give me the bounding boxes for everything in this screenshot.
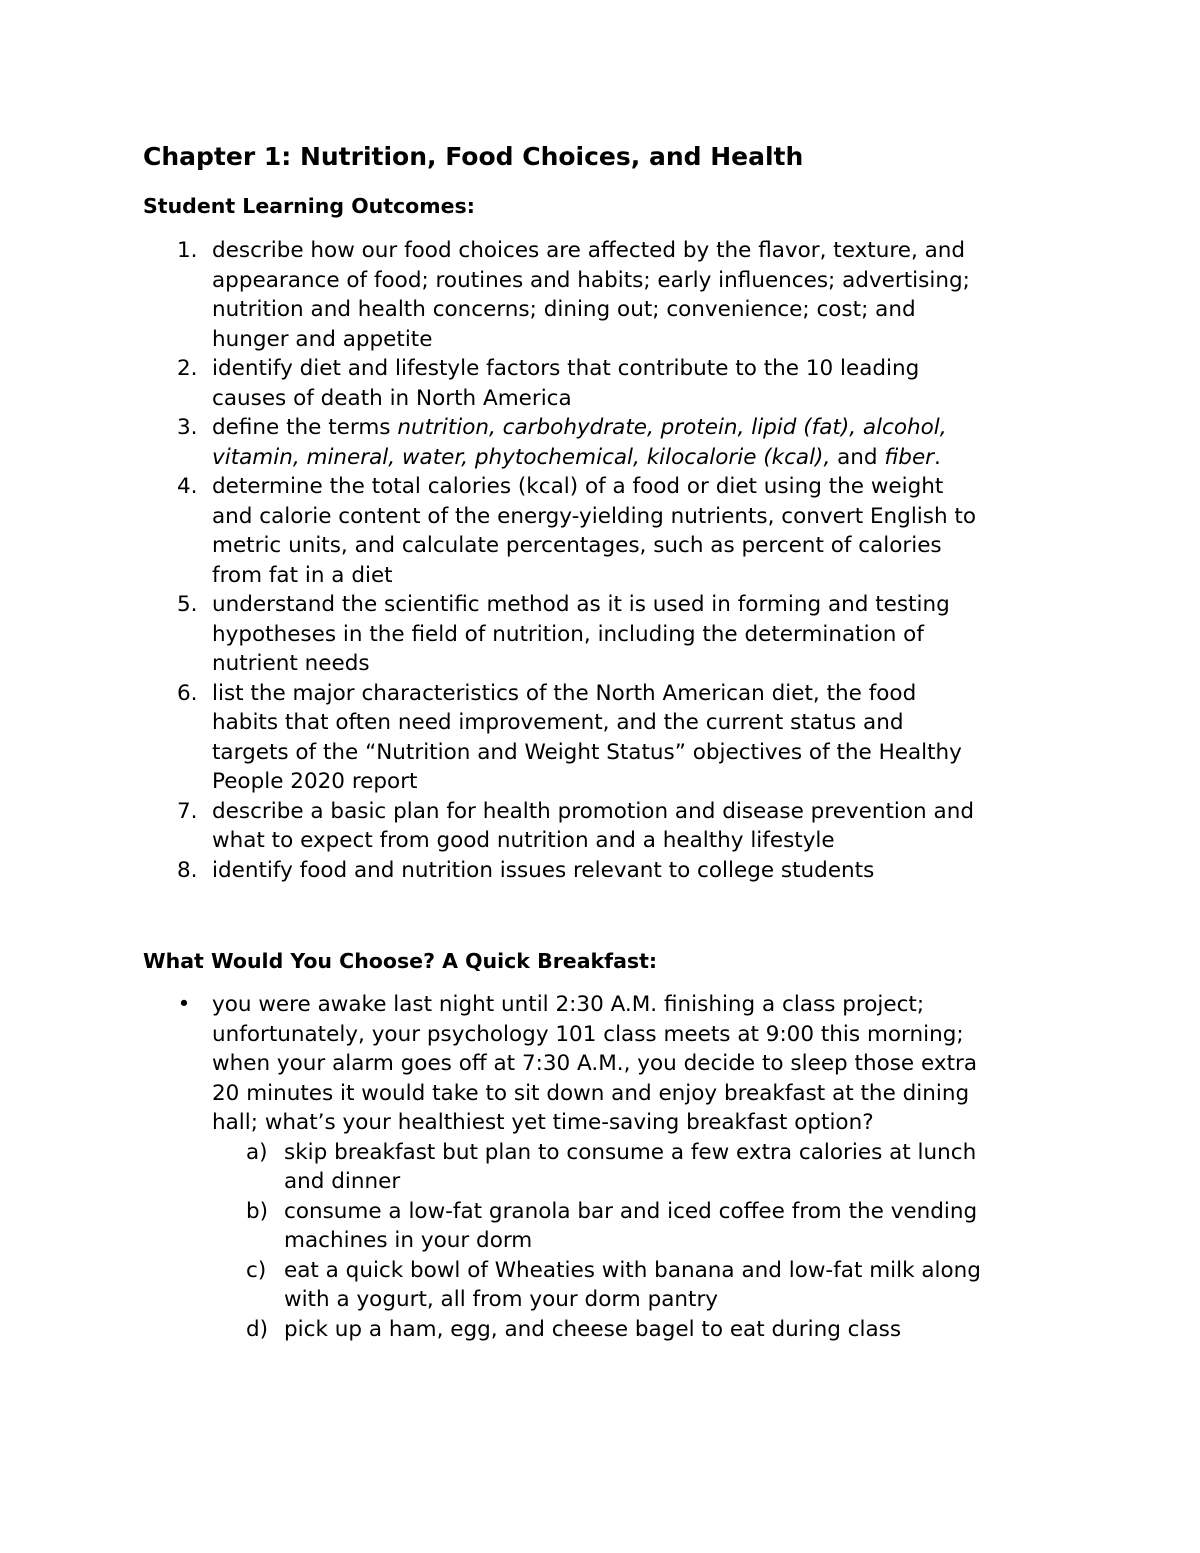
outcome-line: nutrition and health concerns; dining out; convenience; cost; and: [212, 297, 916, 322]
outcome-line: nutrient needs: [212, 651, 370, 676]
option-a: [212, 1138, 1073, 1197]
outcome-number: 4.: [177, 474, 198, 499]
option-line: and dinner: [284, 1169, 401, 1194]
outcome-item: [143, 590, 1073, 679]
outcome-line: determine the total calories (kcal) of a food or diet using the weight: [212, 474, 944, 499]
outcome-item: [143, 472, 1073, 590]
outcome-line: targets of the “Nutrition and Weight Status” objectives of the Healthy: [212, 739, 962, 765]
outcome-line: understand the scientific method as it is used in forming and testing: [212, 592, 950, 617]
outcome-item: [143, 797, 1073, 856]
scenario-line: unfortunately, your psychology 101 class meets at 9:00 this morning;: [212, 1021, 964, 1047]
outcome-text: define the terms: [212, 415, 398, 440]
outcome-line: causes of death in North America: [212, 385, 572, 411]
outcome-terms: vitamin, mineral, water, phytochemical, kilocalorie (kcal),: [212, 444, 831, 470]
outcome-line: appearance of food; routines and habits; early influences; advertising;: [212, 267, 970, 293]
scenario-item: [143, 990, 1073, 1344]
answer-options: [212, 1138, 1073, 1345]
outcome-line: describe how our food choices are affected by the flavor, texture, and: [212, 238, 966, 263]
outcome-text: and: [830, 444, 885, 470]
option-letter: c): [246, 1257, 267, 1283]
outcome-terms: nutrition, carbohydrate, protein, lipid (fat), alcohol,: [397, 415, 947, 440]
outcomes-list: [143, 236, 1073, 885]
outcome-number: 1.: [177, 238, 198, 263]
outcome-item: [143, 354, 1073, 413]
outcome-line: metric units, and calculate percentages, such as percent of calories: [212, 533, 942, 558]
choose-heading: What Would You Choose? A Quick Breakfast:: [143, 949, 658, 973]
outcome-line: habits that often need improvement, and the current status and: [212, 710, 904, 735]
scenario-list: [143, 990, 1073, 1344]
outcome-line: and calorie content of the energy-yielding nutrients, convert English to: [212, 503, 977, 529]
option-d: [212, 1315, 1073, 1345]
outcome-line: identify diet and lifestyle factors that contribute to the 10 leading: [212, 356, 920, 381]
outcome-number: 6.: [177, 680, 198, 706]
option-line: with a yogurt, all from your dorm pantry: [284, 1287, 719, 1312]
outcome-line: describe a basic plan for health promotion and disease prevention and: [212, 798, 974, 824]
scenario-line: you were awake last night until 2:30 A.M. finishing a class project;: [212, 992, 925, 1017]
outcome-line: list the major characteristics of the North American diet, the food: [212, 680, 917, 706]
scenario-line: hall; what’s your healthiest yet time-saving breakfast option?: [212, 1110, 874, 1135]
scenario-line: when your alarm goes off at 7:30 A.M., you decide to sleep those extra: [212, 1051, 978, 1076]
bullet-icon: •: [177, 992, 191, 1017]
outcome-text: .: [934, 444, 941, 470]
outcome-number: 8.: [177, 857, 198, 883]
outcome-line: hypotheses in the field of nutrition, including the determination of: [212, 621, 924, 647]
outcome-line: what to expect from good nutrition and a healthy lifestyle: [212, 828, 835, 853]
outcome-item: [143, 236, 1073, 354]
option-b: [212, 1197, 1073, 1256]
option-c: [212, 1256, 1073, 1315]
outcome-number: 3.: [177, 415, 198, 440]
option-line: eat a quick bowl of Wheaties with banana and low-fat milk along: [284, 1257, 981, 1283]
option-letter: d): [246, 1316, 269, 1342]
option-line: skip breakfast but plan to consume a few extra calories at lunch: [284, 1139, 977, 1165]
option-line: machines in your dorm: [284, 1228, 533, 1253]
option-line: consume a low-fat granola bar and iced coffee from the vending: [284, 1198, 978, 1224]
option-line: pick up a ham, egg, and cheese bagel to eat during class: [284, 1316, 902, 1342]
outcome-item: [143, 856, 1073, 886]
outcome-number: 7.: [177, 798, 198, 824]
outcome-line: hunger and appetite: [212, 326, 433, 352]
outcome-line: People 2020 report: [212, 769, 418, 794]
chapter-title: Chapter 1: Nutrition, Food Choices, and Health: [143, 142, 804, 171]
scenario-line: 20 minutes it would take to sit down and enjoy breakfast at the dining: [212, 1080, 970, 1106]
outcome-item: [143, 679, 1073, 797]
outcome-line: identify food and nutrition issues relevant to college students: [212, 857, 875, 883]
option-letter: b): [246, 1198, 269, 1224]
option-letter: a): [246, 1139, 268, 1165]
outcome-item: [143, 413, 1073, 472]
outcome-line: [212, 443, 1073, 473]
outcome-number: 5.: [177, 592, 198, 617]
outcome-terms: fiber: [884, 444, 935, 470]
outcome-number: 2.: [177, 356, 198, 381]
outcome-line: from fat in a diet: [212, 562, 393, 588]
outcomes-heading: Student Learning Outcomes:: [143, 194, 475, 218]
outcome-line: [212, 413, 1073, 443]
